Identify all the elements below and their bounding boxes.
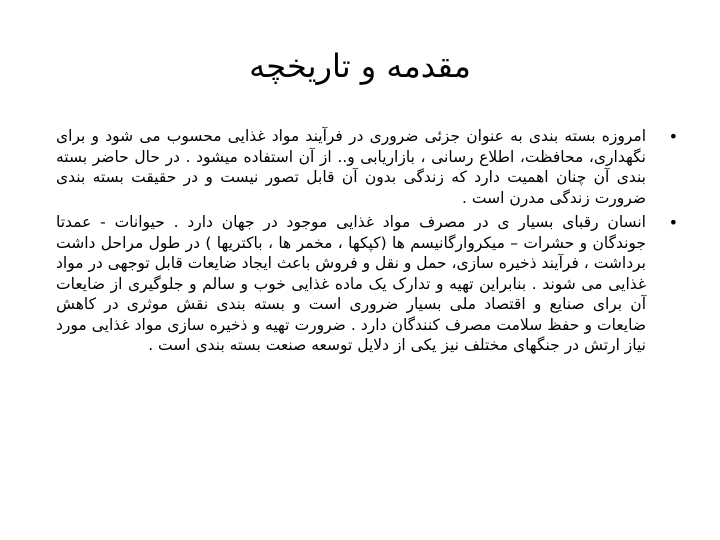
bullet-text: انسان رقبای بسیار ی در مصرف مواد غذایی موجود در جهان دارد . حیوانات - عمدتا جوندگان و حشرات – میکروارگانیسم ها (کپکها ، مخمر ها ، باکتریها ) در طول مراحل داشت برداشت ، فرآیند ذخیره سازی، حمل و نقل و فروش باعث ایجاد ضایعات قابل توجهی در مواد غذایی می شوند . بنابراین تهیه و تدارک یک ماده غذایی خوب و سالم و جلوگیری از ضایعات آن برای صنایع و اقتصاد ملی بسیار ضروری است و بسته بندی نقش موثری در کاهش ضایعات و حفظ سلامت مصرف کنندگان دارد . ضرورت تهیه و ذخیره سازی مواد غذایی مورد نیاز ارتش در جنگهای مختلف نیز یکی از دلایل توسعه صنعت بسته بندی است . [56, 213, 646, 354]
bullet-item [56, 126, 682, 208]
slide-title: مقدمه و تاریخچه [249, 47, 471, 85]
bullet-dot: • [668, 213, 678, 232]
bullet-item [56, 212, 682, 356]
bullet-list [56, 126, 682, 360]
bullet-text: امروزه بسته بندی به عنوان جزئی ضروری در فرآیند مواد غذایی محسوب می شود و برای نگهداری، محافظت، اطلاع رسانی ، بازاریابی و.. از آن استفاده میشود . در حال حاضر بسته بندی آن چنان اهمیت دارد که زندگی بدون آن قابل تصور نیست و در حقیقت بسته بندی ضرورت زندگی مدرن است . [56, 127, 646, 207]
bullet-dot: • [668, 127, 678, 146]
